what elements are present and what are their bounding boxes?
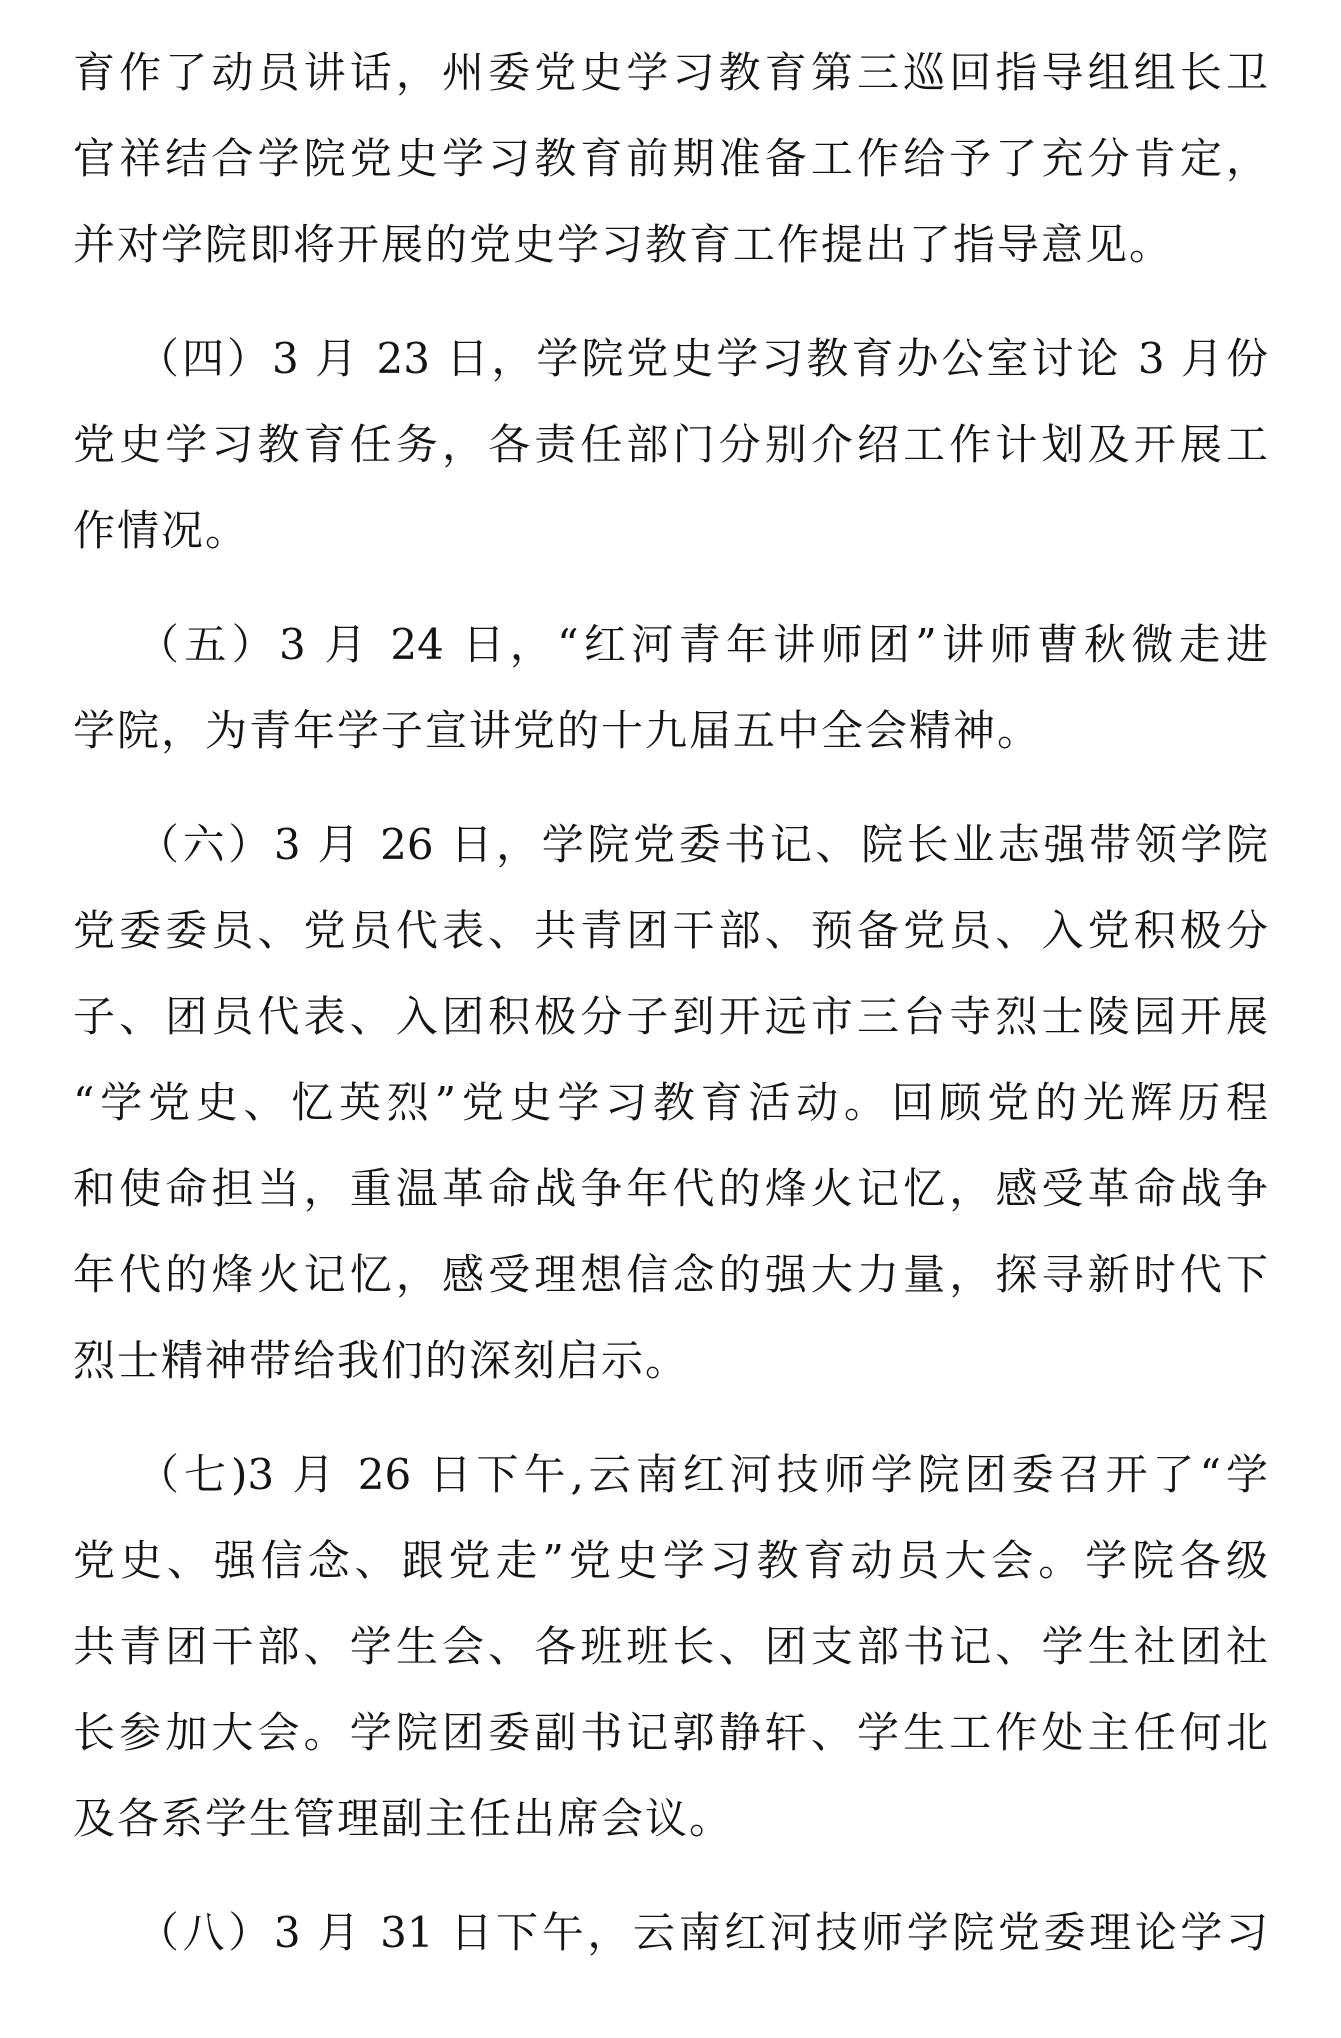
text-line: 官祥结合学院党史学习教育前期准备工作给予了充分肯定， — [73, 134, 1268, 183]
text-line: 党史学习教育任务，各责任部门分别介绍工作计划及开展工 — [73, 420, 1268, 469]
text-line: （八）3 月 31 日下午，云南红河技师学院党委理论学习 — [137, 1908, 1268, 1957]
text-line: 和使命担当，重温革命战争年代的烽火记忆，感受革命战争 — [73, 1164, 1268, 1213]
text-line: 烈士精神带给我们的深刻启示。 — [73, 1336, 690, 1385]
text-line: （七)3 月 26 日下午,云南红河技师学院团委召开了“学 — [137, 1450, 1268, 1499]
text-line: 子、团员代表、入团积极分子到开远市三台寺烈士陵园开展 — [73, 992, 1268, 1041]
text-line: 学院，为青年学子宣讲党的十九届五中全会精神。 — [73, 706, 1042, 755]
text-line: 及各系学生管理副主任出席会议。 — [73, 1794, 734, 1843]
text-line: 作情况。 — [73, 506, 250, 555]
text-line: （五）3 月 24 日，“红河青年讲师团”讲师曹秋微走进 — [137, 620, 1268, 669]
text-line: 共青团干部、学生会、各班班长、团支部书记、学生社团社 — [73, 1622, 1268, 1671]
text-line: 年代的烽火记忆，感受理想信念的强大力量，探寻新时代下 — [73, 1250, 1268, 1299]
text-line: 育作了动员讲话，州委党史学习教育第三巡回指导组组长卫 — [73, 48, 1268, 97]
text-line: 并对学院即将开展的党史学习教育工作提出了指导意见。 — [73, 220, 1174, 269]
text-line: （六）3 月 26 日，学院党委书记、院长业志强带领学院 — [137, 820, 1268, 869]
text-line: （四）3 月 23 日，学院党史学习教育办公室讨论 3 月份 — [137, 334, 1268, 383]
text-line: 党委委员、党员代表、共青团干部、预备党员、入党积极分 — [73, 906, 1268, 955]
text-line: 党史、强信念、跟党走”党史学习教育动员大会。学院各级 — [73, 1536, 1268, 1585]
text-line: 长参加大会。学院团委副书记郭静轩、学生工作处主任何北 — [73, 1708, 1268, 1757]
text-line: “学党史、忆英烈”党史学习教育活动。回顾党的光辉历程 — [73, 1078, 1268, 1127]
